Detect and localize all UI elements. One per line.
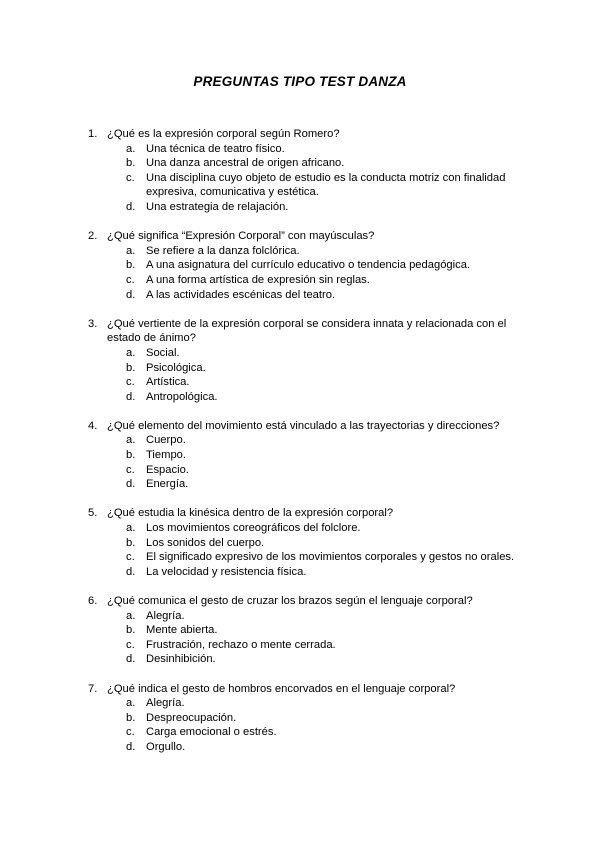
option-text: Alegría. <box>146 697 185 710</box>
answer-option <box>126 711 528 726</box>
question-text: ¿Qué comunica el gesto de cruzar los brazos según el lenguaje corporal? <box>107 595 473 607</box>
option-letter: d. <box>126 390 136 403</box>
answer-option <box>126 375 528 390</box>
question-7 <box>88 682 528 755</box>
option-letter: b. <box>126 624 136 637</box>
option-text: Los sonidos del cuerpo. <box>146 536 265 549</box>
question-row <box>88 317 528 346</box>
option-text: Despreocupación. <box>146 711 237 724</box>
answer-option <box>126 652 528 667</box>
answer-option <box>126 521 528 536</box>
option-letter: c. <box>126 551 135 564</box>
option-letter: b. <box>126 259 136 272</box>
option-text: Social. <box>146 346 180 359</box>
option-letter: d. <box>126 478 136 491</box>
answer-option <box>126 142 528 157</box>
question-number: 1. <box>88 128 98 140</box>
answer-option <box>126 273 528 288</box>
answer-option <box>126 171 528 200</box>
option-letter: a. <box>126 142 136 155</box>
answer-option <box>126 609 528 624</box>
option-text: Espacio. <box>146 463 189 476</box>
option-letter: c. <box>126 376 135 389</box>
option-letter: c. <box>126 171 135 184</box>
answer-option <box>126 346 528 361</box>
option-text: Una danza ancestral de origen africano. <box>146 157 345 170</box>
question-number: 4. <box>88 419 98 432</box>
option-letter: a. <box>126 434 136 447</box>
question-number: 6. <box>88 595 98 607</box>
answer-option <box>126 536 528 551</box>
answer-option <box>126 463 528 478</box>
option-letter: d. <box>126 653 136 666</box>
option-text: Psicológica. <box>146 361 206 374</box>
question-text: ¿Qué significa “Expresión Corporal” con mayúsculas? <box>107 230 375 243</box>
option-letter: c. <box>126 463 135 476</box>
answer-option <box>126 565 528 580</box>
answer-option <box>126 477 528 492</box>
option-letter: d. <box>126 565 136 578</box>
answer-option <box>126 448 528 463</box>
option-letter: b. <box>126 711 136 724</box>
question-row <box>88 594 528 609</box>
option-text: A una asignatura del currículo educativo o tendencia pedagógica. <box>146 259 471 272</box>
option-text: Desinhibición. <box>146 653 216 666</box>
answer-option <box>126 244 528 259</box>
question-text: ¿Qué estudia la kinésica dentro de la expresión corporal? <box>107 507 394 520</box>
answer-option <box>126 288 528 303</box>
option-letter: a. <box>126 697 136 710</box>
option-letter: c. <box>126 726 135 739</box>
question-row <box>88 419 528 434</box>
question-number: 3. <box>88 317 98 330</box>
question-4 <box>88 419 528 492</box>
option-text: A una forma artística de expresión sin reglas. <box>146 273 370 286</box>
option-text: Tiempo. <box>146 449 186 462</box>
option-text: Mente abierta. <box>146 624 218 637</box>
option-letter: b. <box>126 536 136 549</box>
question-row <box>88 127 528 142</box>
option-letter: a. <box>126 609 136 622</box>
answer-option <box>126 550 528 565</box>
option-letter: d. <box>126 200 136 213</box>
question-row <box>88 229 528 244</box>
question-1 <box>88 127 528 215</box>
question-number: 2. <box>88 230 98 243</box>
option-letter: b. <box>126 449 136 462</box>
question-5 <box>88 506 528 579</box>
answer-option <box>126 740 528 755</box>
question-text: ¿Qué indica el gesto de hombros encorvados en el lenguaje corporal? <box>107 682 456 695</box>
option-letter: c. <box>126 273 135 286</box>
option-letter: a. <box>126 244 136 257</box>
option-text: Los movimientos coreográficos del folclore. <box>146 522 361 535</box>
page-title: PREGUNTAS TIPO TEST DANZA <box>193 74 407 89</box>
answer-option <box>126 258 528 273</box>
option-text: Antropológica. <box>146 390 218 403</box>
question-number: 5. <box>88 507 98 520</box>
answer-option <box>126 433 528 448</box>
question-number: 7. <box>88 682 98 695</box>
option-text: Se refiere a la danza folclórica. <box>146 244 300 257</box>
option-text: Cuerpo. <box>146 434 186 447</box>
answer-option <box>126 156 528 171</box>
answer-option <box>126 390 528 405</box>
option-letter: b. <box>126 157 136 170</box>
question-row <box>88 682 528 697</box>
option-text: Frustración, rechazo o mente cerrada. <box>146 638 336 651</box>
option-text: Carga emocional o estrés. <box>146 726 277 739</box>
option-text: A las actividades escénicas del teatro. <box>146 288 336 301</box>
option-text: Alegría. <box>146 609 185 622</box>
question-text: ¿Qué vertiente de la expresión corporal se considera innata y relacionada con el estado de ánimo? <box>107 317 507 345</box>
option-text: El significado expresivo de los movimientos corporales y gestos no orales. <box>146 551 515 564</box>
option-text: Una estrategia de relajación. <box>146 200 289 213</box>
option-text: Artística. <box>146 376 190 389</box>
answer-option <box>126 200 528 215</box>
question-6 <box>88 594 528 667</box>
option-letter: b. <box>126 361 136 374</box>
option-letter: c. <box>126 638 135 651</box>
answer-option <box>126 638 528 653</box>
question-list <box>88 127 528 769</box>
option-text: Una técnica de teatro físico. <box>146 142 285 155</box>
answer-option <box>126 725 528 740</box>
answer-option <box>126 623 528 638</box>
option-letter: d. <box>126 288 136 301</box>
option-letter: a. <box>126 346 136 359</box>
question-2 <box>88 229 528 302</box>
question-text: ¿Qué es la expresión corporal según Romero? <box>107 128 340 140</box>
answer-option <box>126 361 528 376</box>
option-text: Energía. <box>146 478 189 491</box>
option-letter: a. <box>126 522 136 535</box>
question-text: ¿Qué elemento del movimiento está vinculado a las trayectorias y direcciones? <box>107 419 500 432</box>
question-3 <box>88 317 528 405</box>
option-text: Orgullo. <box>146 740 186 753</box>
question-row <box>88 506 528 521</box>
option-letter: d. <box>126 740 136 753</box>
answer-option <box>126 696 528 711</box>
option-text: Una disciplina cuyo objeto de estudio es la conducta motriz con finalidad expresiva, comunicativa y estética. <box>146 171 506 199</box>
option-text: La velocidad y resistencia física. <box>146 565 307 578</box>
